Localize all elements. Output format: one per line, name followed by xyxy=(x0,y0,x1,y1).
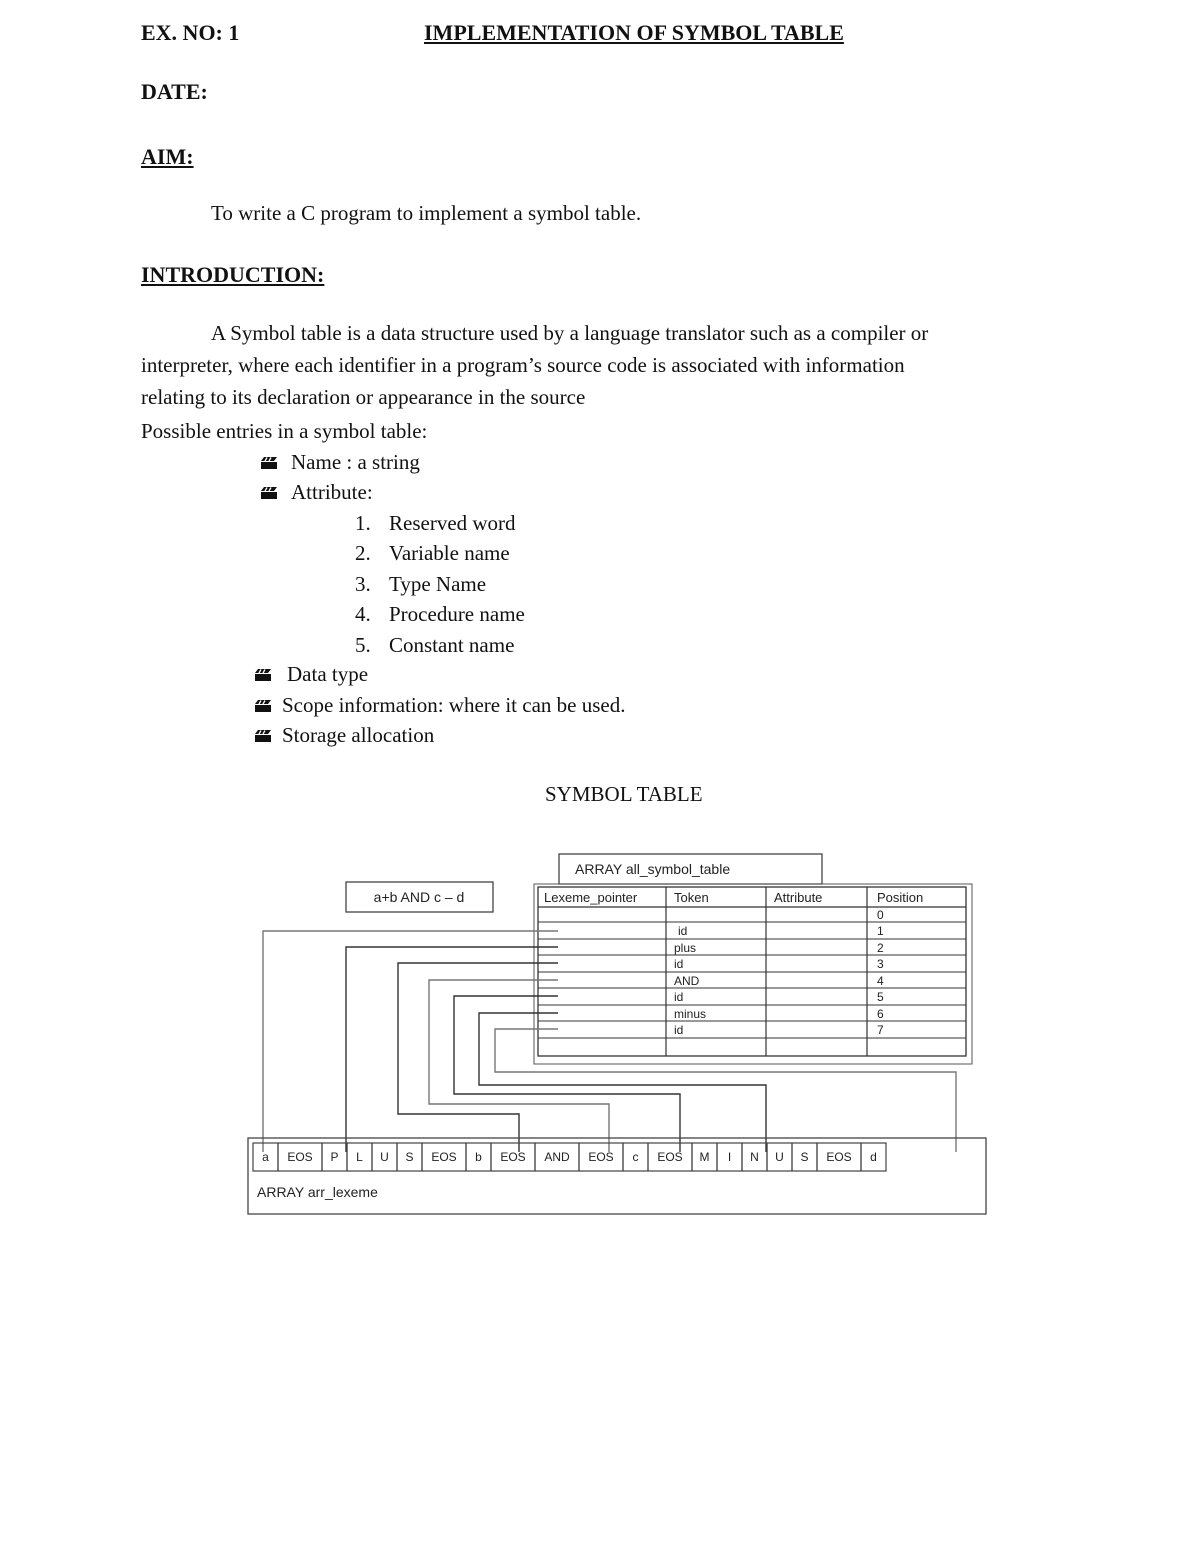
lexeme-cell-label: EOS xyxy=(500,1150,526,1164)
bullet-text: Scope information: where it can be used. xyxy=(282,693,626,717)
column-header: Token xyxy=(674,890,709,905)
lexeme-cell-label: AND xyxy=(544,1150,570,1164)
date-label: DATE: xyxy=(141,79,208,104)
bullet-text: Name : a string xyxy=(291,450,420,474)
exercise-number: EX. NO: 1 xyxy=(141,20,240,45)
column-header: Position xyxy=(877,890,924,905)
lexeme-cell-label: d xyxy=(870,1150,877,1164)
lexeme-cell-label: c xyxy=(632,1150,639,1164)
aim-text: To write a C program to implement a symbol table. xyxy=(211,201,642,225)
clapperboard-icon xyxy=(254,668,272,682)
lexeme-caption: ARRAY arr_lexeme xyxy=(257,1184,378,1200)
page-title: IMPLEMENTATION OF SYMBOL TABLE xyxy=(424,20,844,45)
symbol-table-diagram xyxy=(240,848,1000,1220)
figure-title: SYMBOL TABLE xyxy=(545,782,703,806)
intro-line-1: A Symbol table is a data structure used by a language translator such as a compiler or xyxy=(211,321,929,345)
table-cell: id xyxy=(674,990,684,1004)
table-cell: minus xyxy=(674,1007,707,1021)
attribute-item: 5. Constant name xyxy=(355,633,515,657)
lexeme-cell-label: M xyxy=(699,1150,710,1164)
attribute-item: 4. Procedure name xyxy=(355,602,525,626)
table-cell: 2 xyxy=(877,941,884,955)
table-cell: id xyxy=(678,924,688,938)
table-cell: 6 xyxy=(877,1007,884,1021)
lexeme-cell-label: EOS xyxy=(657,1150,683,1164)
table-cell: id xyxy=(674,957,684,971)
clapperboard-icon xyxy=(260,456,278,470)
lexeme-cell-label: N xyxy=(750,1150,759,1164)
expression-text: a+b AND c – d xyxy=(373,889,465,905)
possible-entries-text: Possible entries in a symbol table: xyxy=(141,419,428,443)
bullet-text: Storage allocation xyxy=(282,723,435,747)
lexeme-cell-label: a xyxy=(262,1150,269,1164)
lexeme-cell-label: L xyxy=(356,1150,363,1164)
lexeme-row xyxy=(253,1143,886,1171)
symbol-table-outer xyxy=(534,884,972,1064)
clapperboard-icon xyxy=(254,699,272,713)
attribute-item: 1. Reserved word xyxy=(355,511,516,535)
clapperboard-icon xyxy=(254,729,272,743)
column-header: Lexeme_pointer xyxy=(544,890,638,905)
lexeme-cell-label: S xyxy=(800,1150,809,1164)
lexeme-cell-label: P xyxy=(330,1150,339,1164)
table-cell: 0 xyxy=(877,908,884,922)
aim-heading: AIM: xyxy=(141,144,194,169)
introduction-heading: INTRODUCTION: xyxy=(141,262,325,287)
table-cell: plus xyxy=(674,941,697,955)
lexeme-cell-label: I xyxy=(727,1150,732,1164)
lexeme-cell-label: EOS xyxy=(431,1150,457,1164)
table-cell: id xyxy=(674,1023,684,1037)
table-row-lines xyxy=(538,922,966,1038)
table-cell: 1 xyxy=(877,924,884,938)
lexeme-cell-label: EOS xyxy=(826,1150,852,1164)
attribute-item: 3. Type Name xyxy=(355,572,487,596)
table-cell: 7 xyxy=(877,1023,884,1037)
table-cell: AND xyxy=(674,974,700,988)
lexeme-cell-label: EOS xyxy=(287,1150,313,1164)
bullet-text: Attribute: xyxy=(291,480,373,504)
lexeme-cell-label: U xyxy=(380,1150,389,1164)
attribute-item: 2. Variable name xyxy=(355,541,510,565)
lexeme-cell-label: b xyxy=(475,1150,482,1164)
column-header: Attribute xyxy=(774,890,823,905)
table-cell: 5 xyxy=(877,990,884,1004)
bullet-text: Data type xyxy=(287,662,369,686)
lexeme-cell-label: S xyxy=(405,1150,414,1164)
intro-line-3: relating to its declaration or appearance in the source xyxy=(141,385,586,409)
lexeme-cell-label: EOS xyxy=(588,1150,614,1164)
table-caption: ARRAY all_symbol_table xyxy=(575,861,731,877)
clapperboard-icon xyxy=(260,486,278,500)
pointer-lines xyxy=(263,931,956,1152)
intro-line-2: interpreter, where each identifier in a program’s source code is associated with information xyxy=(141,353,905,377)
table-cell: 4 xyxy=(877,974,884,988)
lexeme-cell-label: U xyxy=(775,1150,784,1164)
table-cell: 3 xyxy=(877,957,884,971)
